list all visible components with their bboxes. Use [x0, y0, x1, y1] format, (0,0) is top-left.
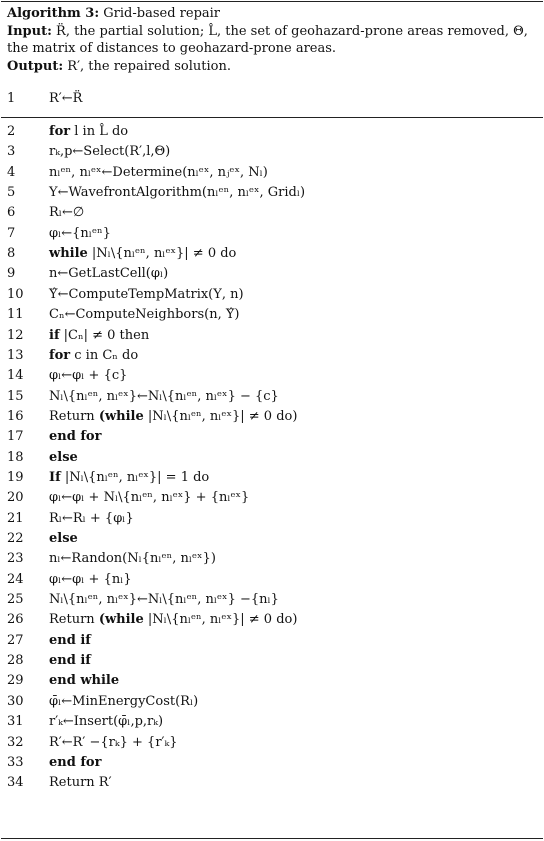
bottom-rule [1, 838, 543, 839]
line-number: 10 [7, 286, 24, 302]
algorithm-output-text: R′, the repaired solution. [67, 58, 231, 74]
algorithm-line [1, 610, 543, 630]
line-keyword: end for [49, 754, 102, 770]
line-number: 21 [7, 510, 24, 526]
algorithm-line [1, 142, 543, 162]
line-code-prefix: Return [49, 408, 99, 424]
algorithm-line [1, 366, 543, 386]
line-number: 9 [7, 266, 16, 282]
algorithm-line [1, 590, 543, 610]
line-number: 2 [7, 124, 16, 139]
line-code [49, 712, 163, 732]
line-code [49, 610, 297, 630]
line-keyword: else [49, 449, 78, 465]
line-code [49, 89, 82, 109]
algorithm-line [1, 570, 543, 590]
line-code-text: |Cₙ| ≠ 0 then [59, 327, 150, 343]
top-rule [1, 1, 543, 2]
line-code-text: Return R′ [49, 775, 112, 791]
line-code-text: R′←R′ −{rₖ} + {r′ₖ} [49, 734, 178, 750]
line-code [49, 549, 216, 569]
line-keyword: if [49, 327, 60, 343]
algorithm-input-label: Input: [7, 23, 52, 39]
line-code-text: c in Cₙ do [70, 347, 139, 363]
line-keyword: for [49, 347, 71, 363]
line-code-text: Nₗ\{nₗᵉⁿ, nₗᵉˣ}←Nₗ\{nₗᵉⁿ, nₗᵉˣ} − {c} [49, 388, 279, 404]
algorithm-line [1, 285, 543, 305]
line-code [49, 651, 91, 671]
line-code-text: n←GetLastCell(φₗ) [49, 266, 169, 282]
line-number: 23 [7, 551, 24, 567]
line-code-text: φ̄ₗ←MinEnergyCost(Rₗ) [49, 693, 199, 709]
line-code-text: R′←R̈ [49, 91, 83, 106]
line-number: 14 [7, 368, 24, 384]
line-code [49, 142, 170, 162]
algorithm-line [1, 224, 543, 244]
line-number: 13 [7, 347, 24, 363]
algorithm-line [1, 122, 543, 142]
line-number: 30 [7, 693, 24, 709]
line-code [49, 285, 244, 305]
line-number: 19 [7, 469, 24, 485]
algorithm-line [1, 529, 543, 549]
line-code-text: Nₗ\{nₗᵉⁿ, nₗᵉˣ}←Nₗ\{nₗᵉⁿ, nₗᵉˣ} −{nₗ} [49, 592, 279, 608]
line-code-text: |Nₗ\{nₗᵉⁿ, nₗᵉˣ}| ≠ 0 do) [143, 612, 298, 628]
line-code [49, 590, 279, 610]
line-code [49, 427, 101, 447]
line-number: 24 [7, 571, 24, 587]
algorithm-line [1, 89, 543, 109]
line-code-text: |Nₗ\{nₗᵉⁿ, nₗᵉˣ}| ≠ 0 do) [143, 408, 298, 424]
algorithm-line [1, 753, 543, 773]
line-number: 25 [7, 592, 24, 608]
line-code-text: nₗᵉⁿ, nₗᵉˣ←Determine(nₗᵉˣ, nⱼᵉˣ, Nₗ) [49, 164, 268, 180]
line-code [49, 163, 268, 183]
line-code [49, 773, 112, 793]
algorithm-header [7, 5, 537, 75]
algorithm-line [1, 692, 543, 712]
line-number: 31 [7, 714, 24, 730]
algorithm-line [1, 387, 543, 407]
line-code-text: φₗ←φₗ + {nₗ} [49, 571, 132, 587]
line-code-text: nₗ←Randon(Nₗ{nₗᵉⁿ, nₗᵉˣ}) [49, 551, 216, 567]
algorithm-line [1, 264, 543, 284]
line-number: 8 [7, 246, 16, 262]
line-code [49, 509, 134, 529]
line-code [49, 244, 236, 264]
line-number: 1 [7, 91, 16, 106]
line-code [49, 264, 168, 284]
algorithm-line [1, 671, 543, 691]
algorithm-line [1, 488, 543, 508]
line-number: 20 [7, 490, 24, 506]
line-keyword: (while [98, 408, 144, 424]
line-keyword: end if [49, 653, 91, 669]
algorithm-line [1, 712, 543, 732]
line-code [49, 326, 149, 346]
algorithm-line [1, 326, 543, 346]
line-number: 16 [7, 408, 24, 424]
line-keyword: end if [49, 632, 91, 648]
line-keyword: If [49, 469, 61, 485]
line-code-text: Rₗ←∅ [49, 205, 85, 221]
line-number: 6 [7, 205, 16, 221]
line-code-text: Υ̂←ComputeTempMatrix(Υ, n) [49, 286, 244, 302]
algorithm-line [1, 346, 543, 366]
algorithm-line [1, 305, 543, 325]
line-code [49, 529, 78, 549]
algorithm-line [1, 183, 543, 203]
line-number: 29 [7, 673, 24, 689]
line-code [49, 671, 119, 691]
line-number: 11 [7, 307, 24, 323]
algorithm-line [1, 468, 543, 488]
line-code-text: φₗ←φₗ + Nₗ\{nₗᵉⁿ, nₗᵉˣ} + {nₗᵉˣ} [49, 490, 250, 506]
algorithm-title [7, 5, 537, 23]
algorithm-line [1, 427, 543, 447]
algorithm-line [1, 773, 543, 793]
line-number: 12 [7, 327, 24, 343]
line-number: 22 [7, 531, 24, 546]
algorithm-line [1, 651, 543, 671]
algorithm-line [1, 631, 543, 651]
algorithm-line [1, 448, 543, 468]
line-code [49, 570, 132, 590]
line-code [49, 183, 305, 203]
line-code-text: Cₙ←ComputeNeighbors(n, Υ̂) [49, 307, 240, 323]
line-number: 17 [7, 429, 24, 445]
line-number: 32 [7, 734, 24, 750]
line-code [49, 122, 128, 142]
line-keyword: for [49, 124, 71, 139]
algorithm-line [1, 163, 543, 183]
algorithm-box [1, 1, 543, 839]
algorithm-title-text: Grid-based repair [103, 6, 221, 21]
line-code [49, 407, 297, 427]
line-code [49, 468, 209, 488]
line-number: 15 [7, 388, 24, 404]
line-keyword: end for [49, 429, 102, 445]
line-code-prefix: Return [49, 612, 99, 628]
line-code [49, 346, 138, 366]
line-code-text: l in L̂ do [70, 124, 129, 139]
line-keyword: else [49, 531, 78, 546]
line-number: 7 [7, 225, 16, 241]
line-code [49, 692, 198, 712]
algorithm-line [1, 549, 543, 569]
line-code-text: φₗ←φₗ + {c} [49, 368, 128, 384]
algorithm-line [1, 407, 543, 427]
line-code-text: rₖ,p←Select(R′,l,Θ) [49, 144, 171, 160]
algorithm-input-text: R̈, the partial solution; L̂, the set of geohazard-prone areas removed, Θ, the matrix of distances to geohazard-prone areas. [7, 23, 528, 56]
algorithm-output [7, 58, 537, 76]
algorithm-line [1, 203, 543, 223]
line-keyword: end while [49, 673, 120, 689]
algorithm-line [1, 244, 543, 264]
line-code [49, 448, 78, 468]
line-number: 18 [7, 449, 24, 465]
algorithm-line [1, 509, 543, 529]
line-code [49, 733, 178, 753]
line-code [49, 203, 84, 223]
line-number: 34 [7, 775, 24, 791]
algorithm-output-label: Output: [7, 58, 64, 74]
line-number: 3 [7, 144, 16, 160]
line-code [49, 305, 240, 325]
line-code-text: |Nₗ\{nₗᵉⁿ, nₗᵉˣ}| ≠ 0 do [87, 246, 237, 262]
line-code [49, 224, 111, 244]
line-number: 4 [7, 164, 16, 180]
algorithm-title-label: Algorithm 3: [7, 6, 100, 21]
middle-rule [1, 117, 543, 118]
line-number: 28 [7, 653, 24, 669]
line-number: 26 [7, 612, 24, 628]
line-code-text: Rₗ←Rₗ + {φₗ} [49, 510, 134, 526]
line-keyword: (while [98, 612, 144, 628]
line-code [49, 387, 279, 407]
line-code [49, 366, 127, 386]
algorithm-line [1, 733, 543, 753]
line-number: 27 [7, 632, 24, 648]
line-code [49, 753, 101, 773]
line-code-text: φₗ←{nₗᵉⁿ} [49, 225, 111, 241]
line-code [49, 488, 249, 508]
line-keyword: while [49, 246, 88, 262]
line-number: 5 [7, 185, 16, 201]
line-code [49, 631, 91, 651]
line-code-text: r′ₖ←Insert(φ̄ₗ,p,rₖ) [49, 714, 164, 730]
line-number: 33 [7, 754, 24, 770]
line-code-text: Υ←WavefrontAlgorithm(nₗᵉⁿ, nₗᵉˣ, Gridₗ) [49, 185, 306, 201]
line-code-text: |Nₗ\{nₗᵉⁿ, nₗᵉˣ}| = 1 do [60, 469, 210, 485]
algorithm-input [7, 23, 537, 58]
